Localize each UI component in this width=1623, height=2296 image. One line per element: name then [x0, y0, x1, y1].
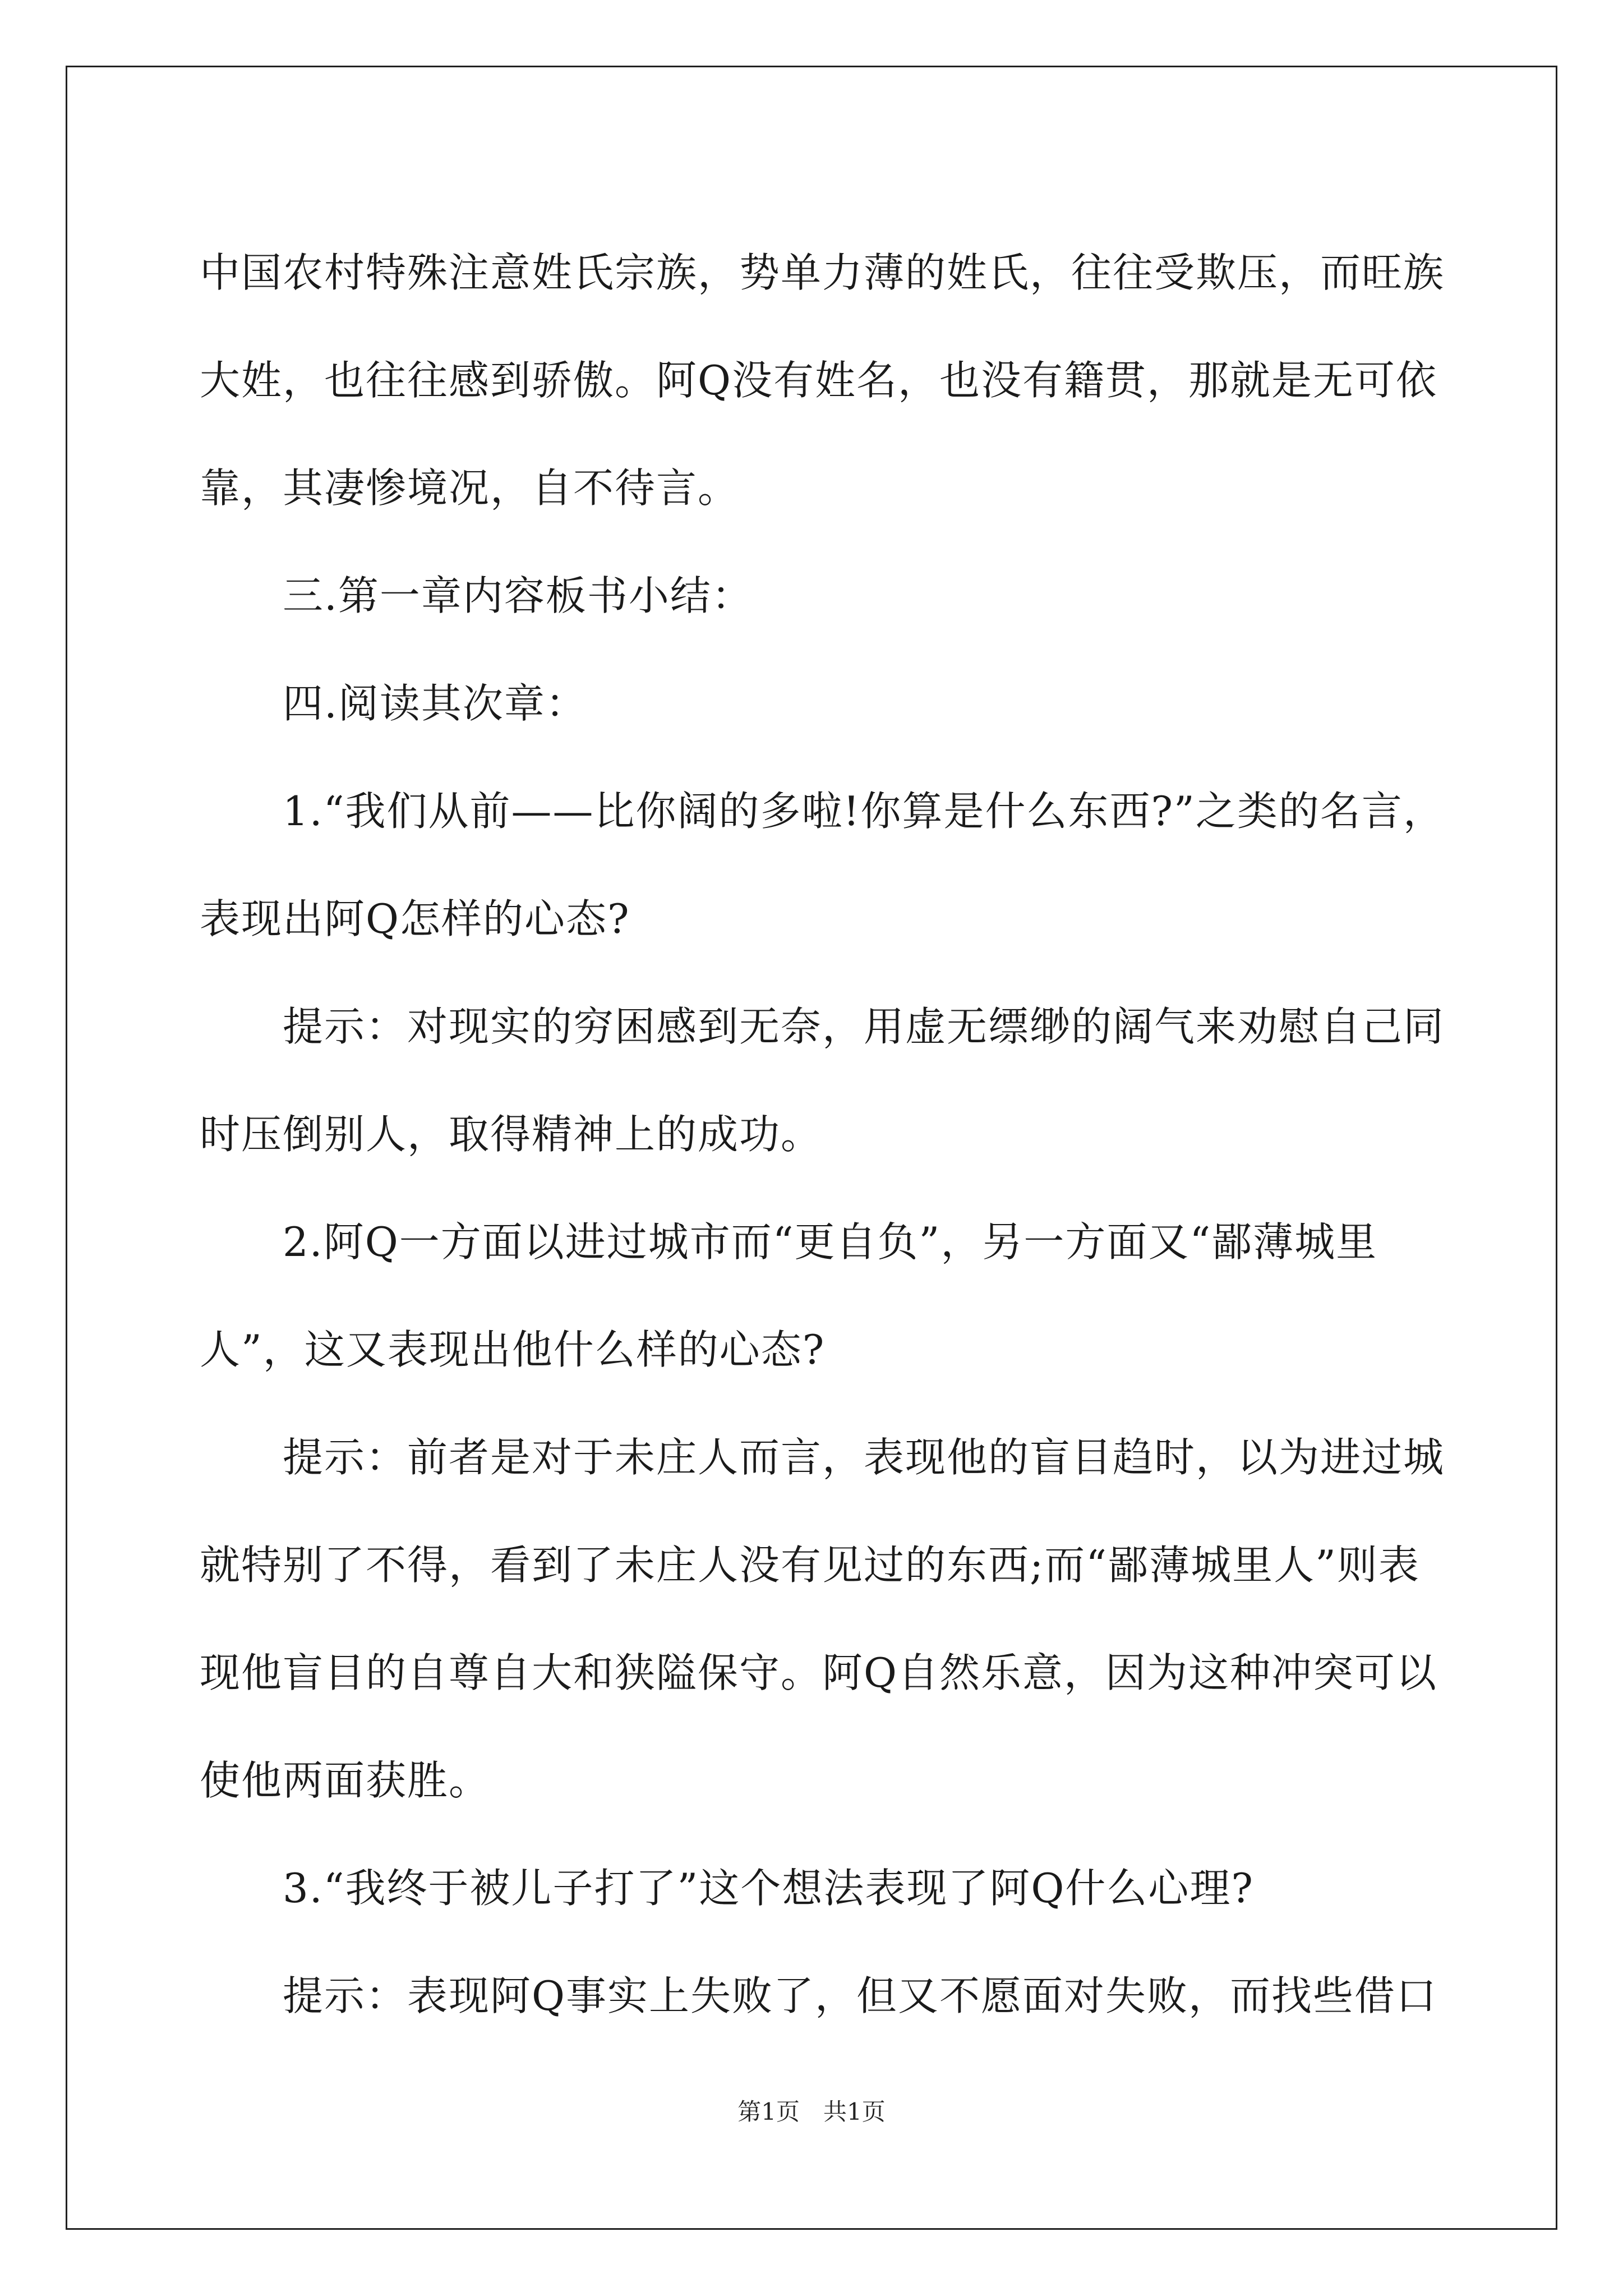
- section-heading: 三.第一章内容板书小结：: [200, 572, 753, 619]
- document-body: [200, 219, 1445, 2050]
- text-line: 人”，这又表现出他什么样的心态?: [200, 1326, 826, 1373]
- section-heading: 四.阅读其次章：: [200, 680, 587, 727]
- text-line: 时压倒别人，取得精神上的成功。: [200, 1111, 823, 1158]
- hint-line: 提示：表现阿Q事实上失败了，但又不愿面对失败，而找些借口: [200, 1972, 1438, 2019]
- hint-line: 提示：对现实的穷困感到无奈，用虚无缥缈的阔气来劝慰自己同: [200, 1003, 1445, 1050]
- text-line: 大姓，也往往感到骄傲。阿Q没有姓名，也没有籍贯，那就是无可依: [200, 357, 1438, 404]
- text-line: 就特别了不得，看到了未庄人没有见过的东西;而“鄙薄城里人”则表: [200, 1542, 1420, 1589]
- question-line: 3.“我终于被儿子打了”这个想法表现了阿Q什么心理?: [200, 1865, 1254, 1912]
- page-footer: 第1页 共1页: [737, 2098, 886, 2125]
- text-line: 表现出阿Q怎样的心态?: [200, 895, 630, 942]
- text-line: 现他盲目的自尊自大和狭隘保守。阿Q自然乐意，因为这种冲突可以: [200, 1649, 1438, 1696]
- hint-line: 提示：前者是对于未庄人而言，表现他的盲目趋时，以为进过城: [200, 1434, 1445, 1481]
- text-line: 靠，其凄惨境况，自不待言。: [200, 464, 740, 512]
- text-line: 使他两面获胜。: [200, 1757, 491, 1804]
- question-line: 2.阿Q一方面以进过城市而“更自负”，另一方面又“鄙薄城里: [200, 1218, 1378, 1266]
- text-line: 中国农村特殊注意姓氏宗族，势单力薄的姓氏，往往受欺压，而旺族: [200, 249, 1445, 296]
- question-line: 1.“我们从前——比你阔的多啦!你算是什么东西?”之类的名言，: [200, 788, 1445, 835]
